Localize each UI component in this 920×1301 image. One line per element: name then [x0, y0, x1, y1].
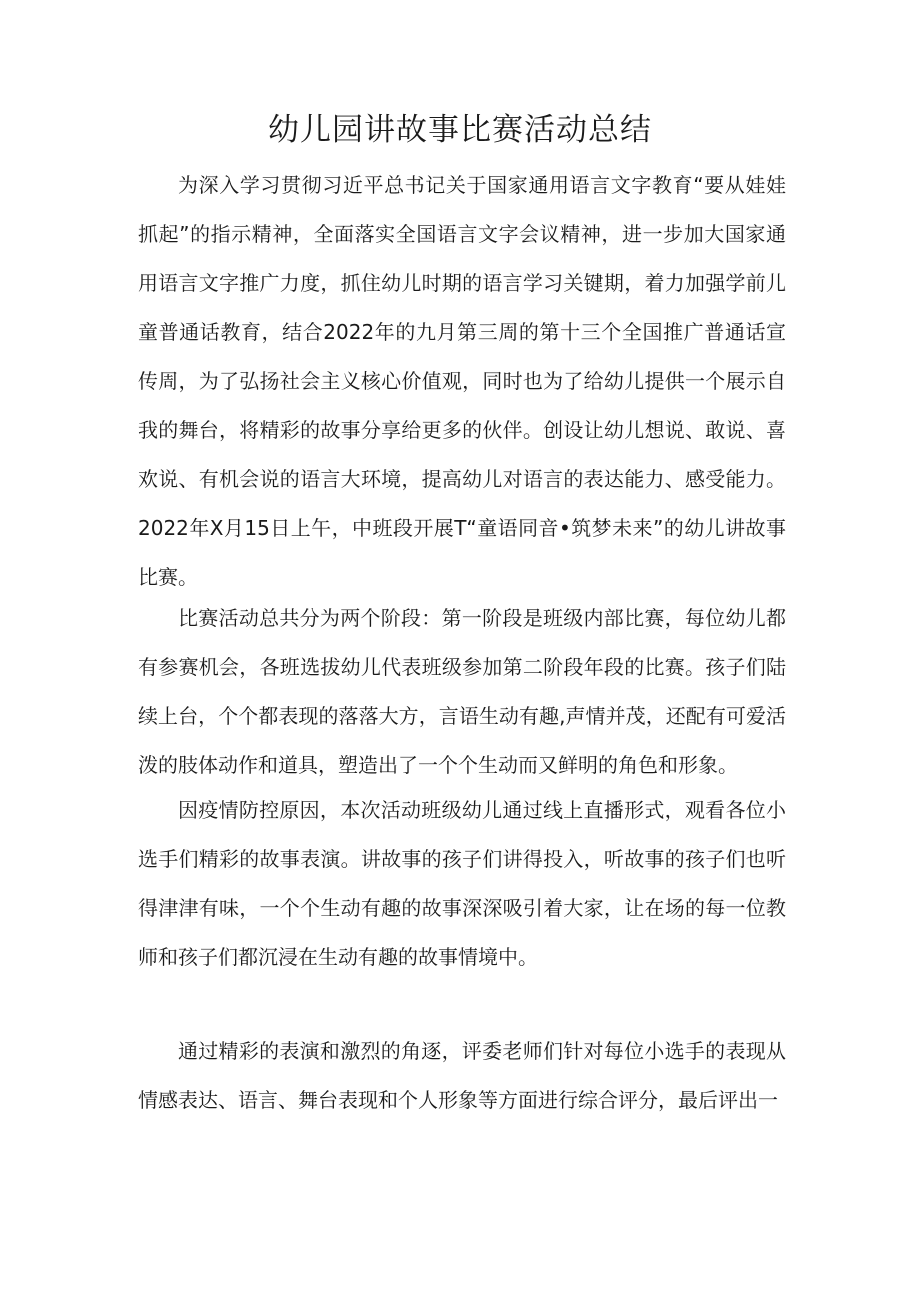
document-title: 幼儿园讲故事比赛活动总结	[268, 112, 652, 148]
paragraph-online-viewing: 因疫情防控原因，本次活动班级幼儿通过线上直播形式，观看各位小选手们精彩的故事表演。讲故事的孩子们讲得投入，听故事的孩子们也听得津津有味，一个个生动有趣的故事深深吸引着大家，让在场的每一位教师和孩子们都沉浸在生动有趣的故事情境中。	[138, 798, 786, 969]
paragraph-judging: 通过精彩的表演和激烈的角逐，评委老师们针对每位小选手的表现从情感表达、语言、舞台表现和个人形象等方面进行综合评分，最后评出一	[138, 1039, 786, 1112]
paragraph-intro: 为深入学习贯彻习近平总书记关于国家通用语言文字教育“要从娃娃抓起”的指示精神，全面落实全国语言文字会议精神，进一步加大国家通用语言文字推广力度，抓住幼儿时期的语言学习关键期，着力加强学前儿童普通话教育，结合2022年的九月第三周的第十三个全国推广普通话宣传周，为了弘扬社会主义核心价值观，同时也为了给幼儿提供一个展示自我的舞台，将精彩的故事分享给更多的伙伴。创设让幼儿想说、敢说、喜欢说、有机会说的语言大环境，提高幼儿对语言的表达能力、感受能力。2022年X月15日上午，中班段开展T“童语同音•筑梦未来”的幼儿讲故事比赛。	[138, 173, 786, 589]
paragraph-stages: 比赛活动总共分为两个阶段：第一阶段是班级内部比赛，每位幼儿都有参赛机会，各班选拔幼儿代表班级参加第二阶段年段的比赛。孩子们陆续上台，个个都表现的落落大方，言语生动有趣,声情并茂，还配有可爱活泼的肢体动作和道具，塑造出了一个个生动而又鲜明的角色和形象。	[138, 606, 786, 777]
